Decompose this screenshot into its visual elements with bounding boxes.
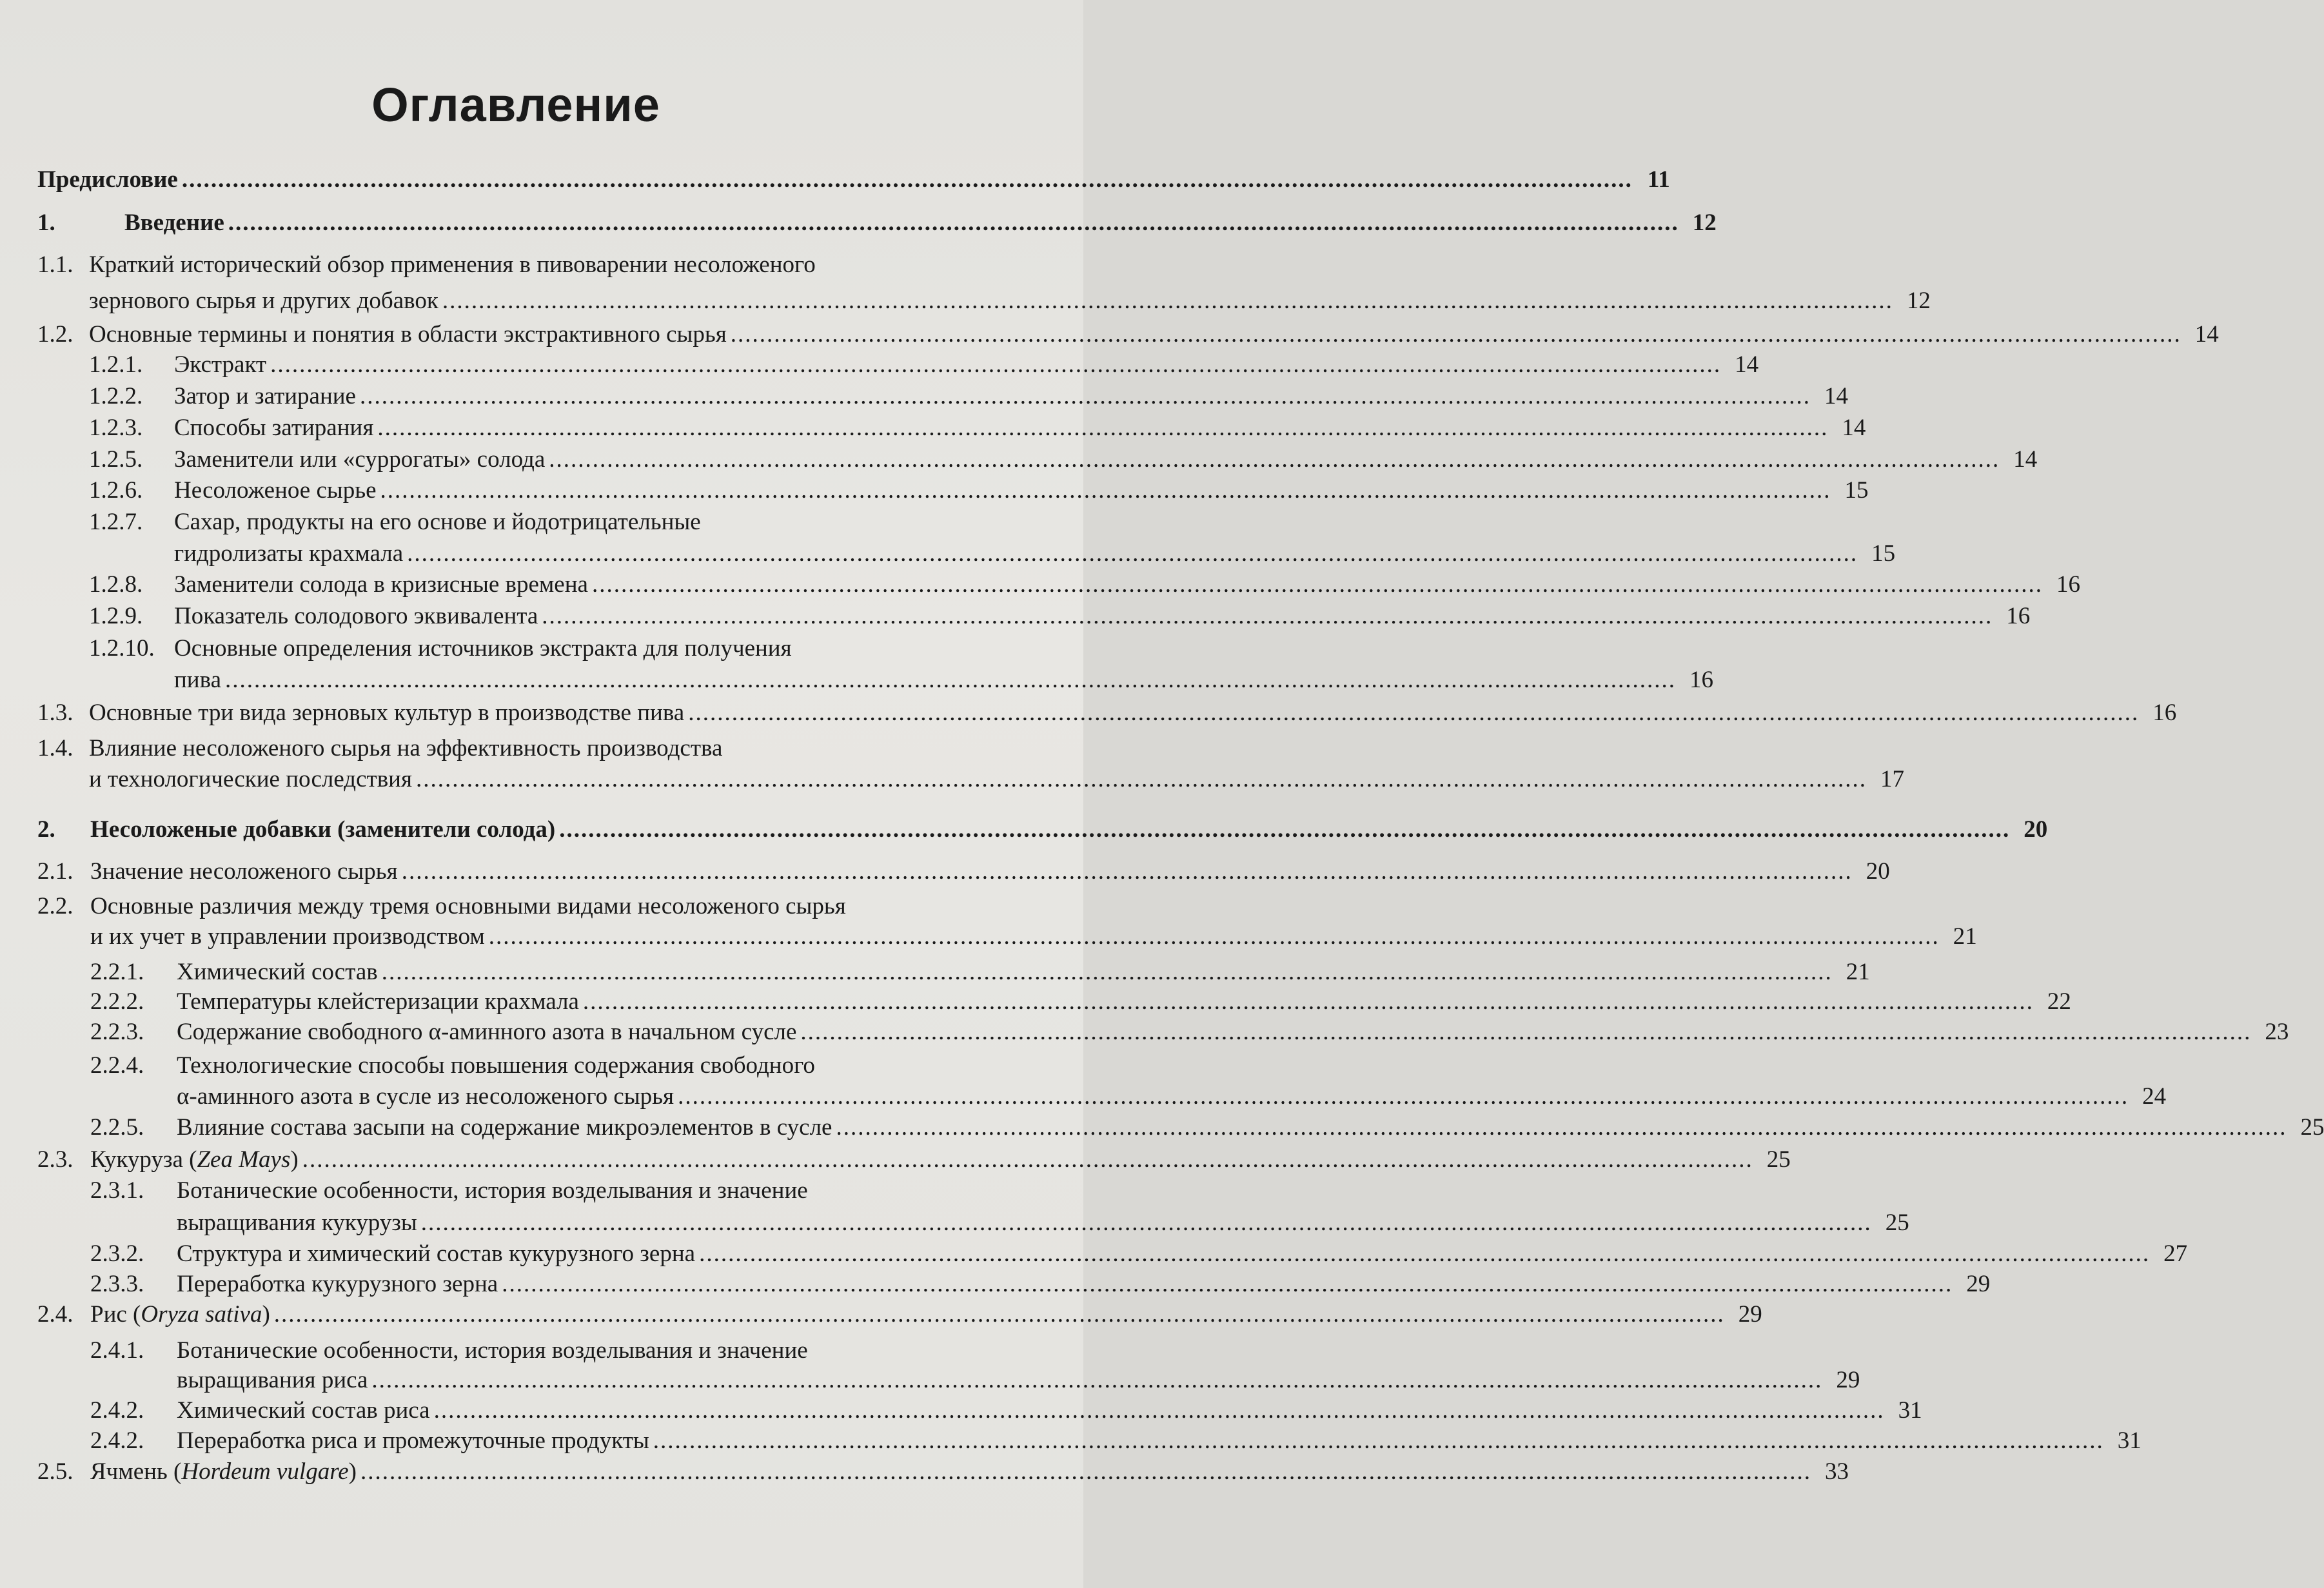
toc-entry-number: 2.4. (37, 1301, 74, 1328)
toc-entry-text: Влияние состава засыпи на содержание микроэлементов в сусле (177, 1114, 832, 1141)
toc-entry-2-1[interactable] (37, 858, 1890, 886)
toc-entry-text-line2: зернового сырья и других добавок (89, 288, 438, 314)
leader-dots: ........................................................................................................................................................................................................ (371, 1367, 1823, 1393)
toc-entry-2-2-1[interactable] (90, 959, 1870, 986)
toc-page-number: 27 (2163, 1240, 2188, 1267)
toc-page-number: 25 (1766, 1146, 1791, 1173)
latin-name: Oryza sativa (141, 1301, 262, 1328)
toc-entry-text: Ячмень (Hordeum vulgare) (90, 1458, 357, 1485)
toc-entry-section-2[interactable] (37, 816, 2048, 844)
leader-dots: ........................................................................................................................................................................................................ (678, 1083, 2129, 1110)
toc-entry-1-2-5[interactable] (89, 446, 2038, 474)
toc-entry-number: 2. (37, 816, 55, 843)
toc-page-number: 20 (2024, 816, 2048, 843)
leader-dots: ........................................................................................................................................................................................................ (270, 351, 1722, 378)
leader-dots: ........................................................................................................................................................................................................ (688, 700, 2140, 726)
toc-entry-text-line2: гидролизаты крахмала (174, 540, 404, 567)
toc-entry-number: 1. (37, 210, 55, 236)
toc-entry-number: 1.2.2. (89, 383, 143, 409)
toc-page-number: 15 (1844, 477, 1869, 504)
toc-entry-2-2-4[interactable] (177, 1083, 2167, 1111)
toc-entry-text: Переработка риса и промежуточные продукты (177, 1427, 649, 1454)
toc-entry-number: 2.2.3. (90, 1019, 144, 1045)
leader-dots: ........................................................................................................................................................................................................ (228, 210, 1679, 236)
toc-entry-number: 1.2.7. (89, 509, 143, 535)
toc-entry-1-3[interactable] (37, 700, 2177, 727)
toc-entry-2-3-2[interactable] (90, 1240, 2188, 1268)
toc-entry-1-2-3[interactable] (89, 415, 1866, 442)
toc-entry-text-line1: Основные определения источников экстракта для получения (174, 635, 792, 662)
toc-entry-2-3-1[interactable] (177, 1210, 1909, 1237)
leader-dots: ........................................................................................................................................................................................................ (433, 1397, 1885, 1424)
leader-dots: ........................................................................................................................................................................................................ (407, 540, 1858, 567)
toc-entry-number: 1.2.1. (89, 351, 143, 378)
toc-entry-1-2-8[interactable] (89, 571, 2080, 599)
toc-page-number: 22 (2047, 988, 2071, 1015)
toc-page-number: 29 (1738, 1301, 1762, 1328)
toc-entry-number: 1.4. (37, 735, 74, 761)
leader-dots: ........................................................................................................................................................................................................ (302, 1146, 1753, 1173)
toc-page-number: 12 (1692, 210, 1717, 236)
toc-entry-text: Способы затирания (174, 415, 374, 441)
leader-dots: ........................................................................................................................................................................................................ (559, 816, 2011, 843)
toc-entry-number: 2.3.2. (90, 1240, 144, 1267)
toc-entry-text-line2: α-аминного азота в сусле из несоложеного сырья (177, 1083, 675, 1110)
toc-page-number: 11 (1647, 166, 1670, 193)
toc-entry-text: Основные термины и понятия в области экстрактивного сырья (89, 321, 727, 348)
toc-entry-text-line1: Сахар, продукты на его основе и йодотрицательные (174, 509, 701, 535)
leader-dots: ........................................................................................................................................................................................................ (273, 1301, 1725, 1328)
leader-dots: ........................................................................................................................................................................................................ (730, 321, 2181, 348)
toc-entry-2-3[interactable] (37, 1146, 1791, 1174)
toc-entry-text: Затор и затирание (174, 383, 356, 409)
toc-entry-text-line2: выращивания риса (177, 1367, 368, 1393)
leader-dots: ........................................................................................................................................................................................................ (380, 477, 1831, 504)
toc-entry-number: 1.2.9. (89, 603, 143, 629)
toc-page-number: 14 (1824, 383, 1848, 409)
toc-entry-number: 1.2.10. (89, 635, 155, 662)
toc-entry-number: 1.1. (37, 251, 74, 278)
toc-entry-number: 1.2. (37, 321, 74, 348)
toc-entry-text: Химический состав (177, 959, 378, 985)
toc-entry-1-2-7[interactable] (174, 540, 1896, 568)
toc-page-number: 29 (1836, 1367, 1860, 1393)
toc-entry-text: Предисловие (37, 166, 178, 193)
toc-entry-number: 2.5. (37, 1458, 74, 1485)
toc-entry-text: Экстракт (174, 351, 267, 378)
toc-entry-text: Показатель солодового эквивалента (174, 603, 538, 629)
leader-dots: ........................................................................................................................................................................................................ (377, 415, 1829, 441)
toc-title: Оглавление (371, 78, 660, 132)
toc-entry-number: 1.2.8. (89, 571, 143, 598)
toc-entry-text-line1: Ботанические особенности, история возделывания и значение (177, 1337, 808, 1364)
leader-dots: ........................................................................................................................................................................................................ (653, 1427, 2104, 1454)
toc-entry-number: 1.2.5. (89, 446, 143, 473)
leader-dots: ........................................................................................................................................................................................................ (225, 667, 1677, 693)
toc-page-number: 20 (1866, 858, 1890, 885)
toc-entry-text-line2: и их учет в управлении производством (90, 923, 485, 950)
toc-entry-number: 2.4.2. (90, 1427, 144, 1454)
toc-entry-2-2-2[interactable] (90, 988, 2071, 1016)
toc-page-number: 15 (1871, 540, 1896, 567)
toc-entry-1-1[interactable] (89, 288, 1931, 315)
leader-dots: ........................................................................................................................................................................................................ (488, 923, 1940, 950)
toc-page-number: 17 (1880, 766, 1904, 792)
toc-entry-section-1[interactable] (37, 210, 1717, 237)
toc-entry-number: 1.2.3. (89, 415, 143, 441)
toc-entry-text: Химический состав риса (177, 1397, 430, 1424)
toc-entry-text: Переработка кукурузного зерна (177, 1271, 498, 1297)
toc-entry-number: 2.3.3. (90, 1271, 144, 1297)
toc-entry-text-line2: пива (174, 667, 222, 693)
toc-page-number: 14 (2013, 446, 2038, 473)
toc-entry-text: Несоложеное сырье (174, 477, 377, 504)
toc-entry-text: Значение несоложеного сырья (90, 858, 398, 885)
toc-page-number: 14 (1735, 351, 1759, 378)
toc-entry-number: 1.3. (37, 700, 74, 726)
toc-entry-number: 1.2.6. (89, 477, 143, 504)
leader-dots: ........................................................................................................................................................................................................ (181, 166, 1633, 193)
toc-page-number: 25 (1885, 1210, 1909, 1236)
toc-page-number: 16 (1689, 667, 1714, 693)
toc-entry-text: Несоложеные добавки (заменители солода) (90, 816, 556, 843)
leader-dots: ........................................................................................................................................................................................................ (381, 959, 1833, 985)
leader-dots: ........................................................................................................................................................................................................ (549, 446, 2000, 473)
toc-entry-number: 2.2. (37, 893, 74, 919)
toc-entry-text: Структура и химический состав кукурузного зерна (177, 1240, 696, 1267)
toc-entry-number: 2.2.4. (90, 1052, 144, 1079)
toc-entry-number: 2.1. (37, 858, 74, 885)
leader-dots: ........................................................................................................................................................................................................ (836, 1114, 2287, 1141)
toc-entry-text: Рис (Oryza sativa) (90, 1301, 270, 1328)
toc-entry-text: Основные три вида зерновых культур в производстве пива (89, 700, 685, 726)
toc-entry-1-2-1[interactable] (89, 351, 1759, 379)
toc-entry-2-2[interactable] (90, 923, 1977, 951)
toc-entry-text-line1: Ботанические особенности, история возделывания и значение (177, 1177, 808, 1204)
toc-entry-number: 2.2.5. (90, 1114, 144, 1141)
toc-entry-text-line2: и технологические последствия (89, 766, 412, 792)
leader-dots: ........................................................................................................................................................................................................ (502, 1271, 1953, 1297)
leader-dots: ........................................................................................................................................................................................................ (442, 288, 1893, 314)
toc-entry-1-2-6[interactable] (89, 477, 1869, 505)
toc-entry-text: Содержание свободного α-аминного азота в начальном сусле (177, 1019, 797, 1045)
toc-entry-1-2[interactable] (37, 321, 2219, 349)
toc-entry-number: 2.2.1. (90, 959, 144, 985)
toc-entry-2-2-5[interactable] (90, 1114, 2324, 1142)
leader-dots: ........................................................................................................................................................................................................ (420, 1210, 1872, 1236)
toc-entry-text-line1: Основные различия между тремя основными видами несоложеного сырья (90, 893, 846, 919)
toc-entry-1-2-10[interactable] (174, 667, 1714, 694)
leader-dots: ........................................................................................................................................................................................................ (415, 766, 1867, 792)
toc-page-number: 33 (1825, 1458, 1849, 1485)
latin-name: Zea Mays (197, 1146, 291, 1173)
toc-entry-1-2-9[interactable] (89, 603, 2031, 631)
toc-entry-2-3-3[interactable] (90, 1271, 1991, 1299)
toc-entry-2-4-2-proc[interactable] (90, 1427, 2142, 1455)
toc-page-number: 23 (2265, 1019, 2289, 1045)
leader-dots: ........................................................................................................................................................................................................ (542, 603, 1993, 629)
toc-entry-text: Температуры клейстеризации крахмала (177, 988, 579, 1015)
toc-page-number: 24 (2142, 1083, 2167, 1110)
toc-page-number: 12 (1906, 288, 1931, 314)
toc-entry-number: 2.2.2. (90, 988, 144, 1015)
toc-page-number: 25 (2300, 1114, 2324, 1141)
toc-entry-2-2-3[interactable] (90, 1019, 2289, 1046)
toc-entry-2-5[interactable] (37, 1458, 1849, 1486)
toc-entry-2-4[interactable] (37, 1301, 1762, 1329)
toc-page-number: 31 (1898, 1397, 1922, 1424)
leader-dots: ........................................................................................................................................................................................................ (582, 988, 2034, 1015)
toc-page-number: 16 (2056, 571, 2080, 598)
toc-entry-text: Введение (124, 210, 224, 236)
toc-entry-number: 2.3. (37, 1146, 74, 1173)
toc-entry-number: 2.3.1. (90, 1177, 144, 1204)
toc-entry-number: 2.4.1. (90, 1337, 144, 1364)
toc-page-number: 14 (1842, 415, 1866, 441)
leader-dots: ........................................................................................................................................................................................................ (800, 1019, 2252, 1045)
toc-entry-text-line1: Краткий исторический обзор применения в пивоварении несоложеного (89, 251, 816, 278)
toc-entry-text: Заменители или «суррогаты» солода (174, 446, 546, 473)
toc-entry-2-4-1[interactable] (177, 1367, 1860, 1395)
toc-entry-text-line2: выращивания кукурузы (177, 1210, 417, 1236)
leader-dots: ........................................................................................................................................................................................................ (699, 1240, 2151, 1267)
leader-dots: ........................................................................................................................................................................................................ (591, 571, 2043, 598)
toc-entry-text-line1: Влияние несоложеного сырья на эффективность производства (89, 735, 723, 761)
toc-entry-preface[interactable] (37, 166, 1670, 194)
toc-entry-text: Заменители солода в кризисные времена (174, 571, 588, 598)
toc-entry-1-4[interactable] (89, 766, 1904, 794)
toc-page-number: 21 (1846, 959, 1870, 985)
toc-entry-number: 2.4.2. (90, 1397, 144, 1424)
leader-dots: ........................................................................................................................................................................................................ (360, 1458, 1811, 1485)
toc-page-number: 29 (1966, 1271, 1991, 1297)
toc-entry-2-4-2-chem[interactable] (90, 1397, 1922, 1425)
toc-entry-text-line1: Технологические способы повышения содержания свободного (177, 1052, 815, 1079)
toc-page-number: 21 (1953, 923, 1977, 950)
toc-entry-1-2-2[interactable] (89, 383, 1848, 411)
leader-dots: ........................................................................................................................................................................................................ (401, 858, 1853, 885)
toc-page-number: 16 (2006, 603, 2031, 629)
latin-name: Hordeum vulgare (181, 1458, 349, 1485)
toc-page-number: 31 (2117, 1427, 2142, 1454)
leader-dots: ........................................................................................................................................................................................................ (359, 383, 1811, 409)
toc-page-number: 16 (2152, 700, 2177, 726)
toc-entry-text: Кукуруза (Zea Mays) (90, 1146, 299, 1173)
toc-page-number: 14 (2194, 321, 2219, 348)
